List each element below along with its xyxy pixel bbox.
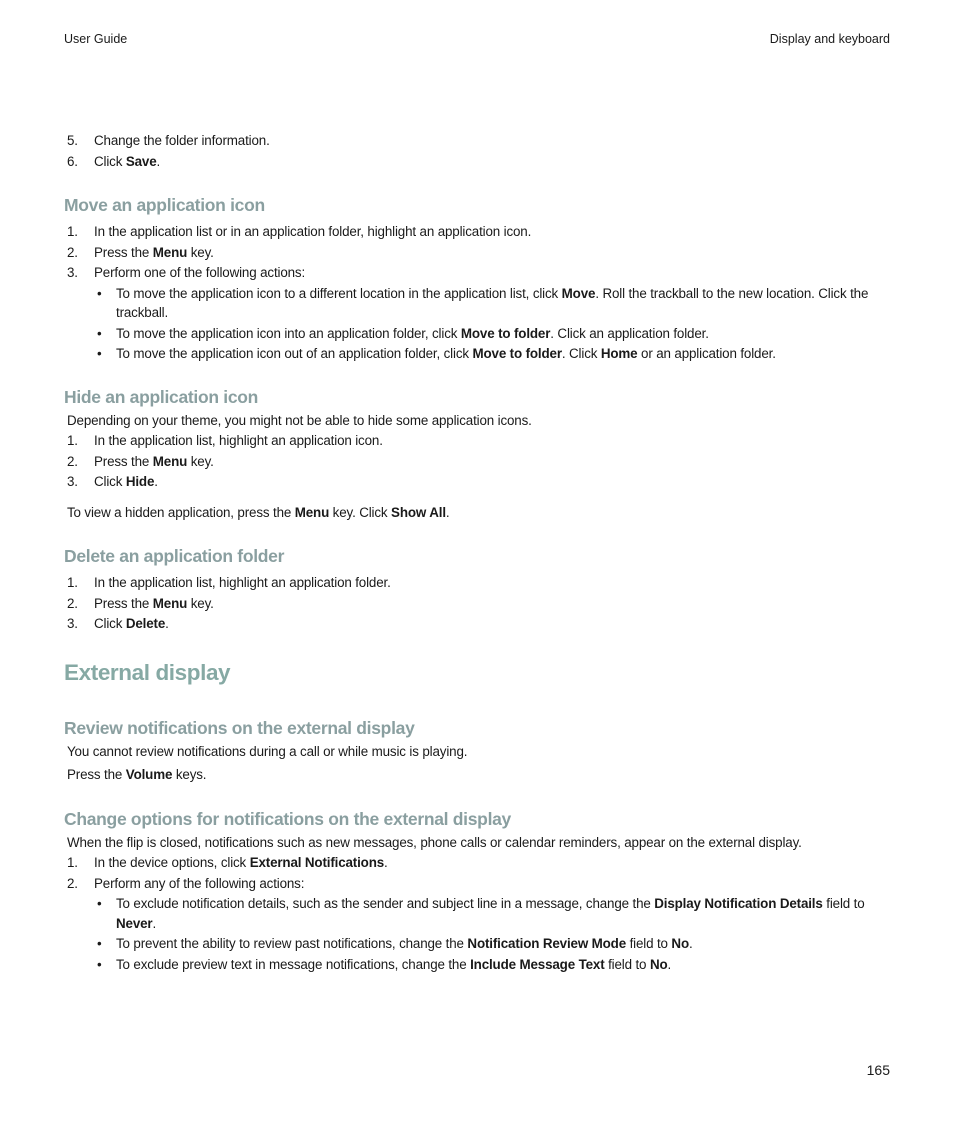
move-step-1: 1. In the application list or in an application folder, highlight an application icon. — [67, 224, 532, 239]
move-action-2: • To move the application icon into an application folder, click Move to folder. Click an application folder. — [94, 324, 892, 344]
continued-steps — [64, 131, 892, 172]
review-intro: You cannot review notifications during a call or while music is playing. — [67, 743, 468, 759]
change-action-3: • To exclude preview text in message notifications, change the Include Message Text field to No. — [94, 955, 892, 975]
heading-move-icon: Move an application icon — [64, 195, 265, 215]
delete-step-2: 2. Press the Menu key. — [67, 595, 214, 611]
hide-step-1: 1. In the application list, highlight an application icon. — [67, 433, 383, 448]
move-steps — [64, 222, 892, 364]
change-step-1: 1. In the device options, click External Notifications. — [67, 855, 388, 870]
change-steps — [64, 853, 892, 974]
hide-steps — [64, 431, 892, 493]
change-step-2: 2. Perform any of the following actions: • To exclude notification details, such as the sender and subject line in a message, change the Display Notification Details field to Never. • To prevent the ability to review past notifications, change the Notification Review Mode field to No. • To exclude preview text in message notifications, change the Include Message Text field to No. — [64, 874, 892, 975]
heading-external-display: External display — [64, 659, 231, 685]
running-header-title: User Guide — [64, 32, 128, 46]
change-intro: When the flip is closed, notifications such as new messages, phone calls or calendar reminders, appear on the external display. — [67, 834, 802, 850]
change-action-2: • To prevent the ability to review past notifications, change the Notification Review Mode field to No. — [94, 934, 892, 954]
heading-review-notifications: Review notifications on the external display — [64, 717, 415, 738]
heading-hide-icon: Hide an application icon — [64, 386, 259, 407]
move-step-3: 3. Perform one of the following actions: • To move the application icon to a different location in the application list, click Move. Roll the trackball to the new location. Click the trackball. • To move the application icon into an application folder, click Move to folder. Click an application folder. • To move the application icon out of an application folder, click Move to folder. Click Home or an application folder. — [64, 263, 892, 364]
page-number: 165 — [866, 1062, 890, 1078]
change-actions — [94, 894, 892, 974]
move-action-3: • To move the application icon out of an application folder, click Move to folder. Click Home or an application folder. — [94, 344, 892, 364]
move-actions — [94, 284, 892, 364]
delete-steps — [64, 573, 892, 635]
page-content — [64, 131, 892, 975]
change-action-1: • To exclude notification details, such as the sender and subject line in a message, change the Display Notification Details field to Never. — [94, 894, 892, 933]
hide-note: To view a hidden application, press the Menu key. Click Show All. — [67, 504, 450, 520]
hide-intro: Depending on your theme, you might not be able to hide some application icons. — [67, 412, 532, 428]
step-6: 6. Click Save. — [67, 153, 161, 169]
running-header-section: Display and keyboard — [769, 32, 890, 46]
heading-delete-folder: Delete an application folder — [64, 546, 285, 566]
hide-step-3: 3. Click Hide. — [67, 474, 158, 489]
heading-change-notification-options: Change options for notifications on the external display — [64, 808, 511, 829]
delete-step-1: 1. In the application list, highlight an application folder. — [67, 575, 391, 590]
move-action-1: • To move the application icon to a different location in the application list, click Move. Roll the trackball to the new location. Click the trackball. — [94, 284, 892, 323]
review-step: Press the Volume keys. — [67, 767, 207, 782]
hide-step-2: 2. Press the Menu key. — [67, 453, 214, 469]
move-step-2: 2. Press the Menu key. — [67, 244, 214, 260]
step-5: 5. Change the folder information. — [67, 133, 270, 148]
delete-step-3: 3. Click Delete. — [67, 616, 169, 631]
